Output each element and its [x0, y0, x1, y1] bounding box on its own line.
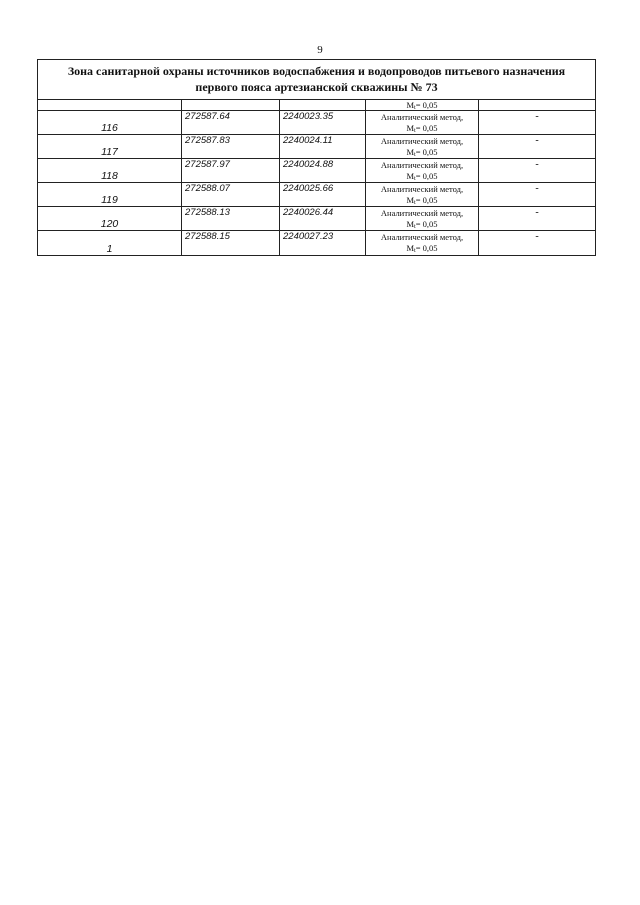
- note-cell: [479, 159, 595, 182]
- method-name: Аналитический метод,: [380, 208, 464, 218]
- note-dash: -: [535, 111, 539, 122]
- y-coordinate-cell: [280, 111, 366, 134]
- note-cell: [479, 207, 595, 230]
- point-cell: [38, 207, 182, 230]
- accuracy: [366, 243, 478, 257]
- point-cell: [38, 159, 182, 182]
- point-number: 118: [101, 170, 118, 182]
- x-coordinate-cell: [182, 100, 280, 110]
- y-coordinate-cell: [280, 183, 366, 206]
- note-dash: -: [535, 231, 539, 242]
- accuracy: [366, 123, 478, 137]
- y-coordinate: 2240026.44: [283, 207, 334, 218]
- accuracy-subscript: t: [414, 223, 416, 230]
- method-name: Аналитический метод,: [380, 160, 464, 170]
- accuracy: [366, 219, 478, 233]
- x-coordinate-cell: [182, 231, 280, 255]
- method-cell: [366, 111, 479, 134]
- method-cell: [366, 183, 479, 206]
- accuracy-subscript: t: [414, 175, 416, 182]
- method-cell: [366, 100, 479, 110]
- x-coordinate-cell: [182, 135, 280, 158]
- y-coordinate: 2240023.35: [283, 111, 334, 122]
- accuracy-value: = 0,05: [415, 194, 438, 205]
- x-coordinate: 272588.07: [185, 183, 230, 194]
- table-row: [38, 111, 595, 135]
- point-number: 120: [100, 218, 119, 230]
- method-name: Аналитический метод,: [380, 232, 464, 242]
- note-cell: [479, 135, 595, 158]
- x-coordinate: 272588.15: [185, 231, 230, 242]
- accuracy-subscript: t: [414, 105, 416, 111]
- accuracy-symbol: M: [406, 194, 415, 205]
- point-number: 1: [106, 243, 113, 255]
- point-cell: [38, 135, 182, 158]
- point-number: 119: [101, 194, 118, 206]
- accuracy: [366, 147, 478, 161]
- note-dash: -: [535, 135, 539, 146]
- y-coordinate-cell: [280, 135, 366, 158]
- accuracy-value: = 0,05: [415, 170, 438, 181]
- coordinates-table: [37, 59, 596, 256]
- table-row: [38, 231, 595, 255]
- accuracy-subscript: t: [414, 127, 416, 134]
- note-cell: [479, 100, 595, 110]
- table-row: [38, 159, 595, 183]
- accuracy: [366, 171, 478, 185]
- x-coordinate: 272588.13: [185, 207, 230, 218]
- note-cell: [479, 231, 595, 255]
- accuracy-value: = 0,05: [415, 242, 438, 253]
- table-title-line-2: первого пояса артезианской скважины № 73: [195, 80, 438, 94]
- accuracy-value: = 0,05: [415, 122, 438, 133]
- accuracy-symbol: M: [406, 218, 415, 229]
- point-cell: [38, 183, 182, 206]
- method-name: Аналитический метод,: [380, 112, 464, 122]
- y-coordinate: 2240024.88: [283, 159, 334, 170]
- x-coordinate-cell: [182, 183, 280, 206]
- table-row: [38, 183, 595, 207]
- y-coordinate-cell: [280, 100, 366, 110]
- accuracy-symbol: M: [406, 242, 415, 253]
- method-name: Аналитический метод,: [380, 136, 464, 146]
- method-cell: [366, 159, 479, 182]
- accuracy-value: = 0,05: [415, 146, 438, 157]
- note-dash: -: [535, 207, 539, 218]
- accuracy-value: = 0,05: [415, 218, 438, 229]
- y-coordinate-cell: [280, 231, 366, 255]
- y-coordinate-cell: [280, 207, 366, 230]
- accuracy-symbol: M: [406, 122, 415, 133]
- x-coordinate-cell: [182, 159, 280, 182]
- accuracy-subscript: t: [414, 199, 416, 206]
- note-dash: -: [535, 183, 539, 194]
- accuracy-value: = 0,05: [415, 100, 438, 110]
- y-coordinate: 2240024.11: [283, 135, 333, 146]
- x-coordinate: 272587.97: [185, 159, 230, 170]
- method-name: Аналитический метод,: [380, 184, 464, 194]
- point-cell: [38, 100, 182, 110]
- accuracy-symbol: M: [406, 100, 415, 110]
- table-title: [38, 60, 595, 100]
- y-coordinate: 2240025.66: [283, 183, 334, 194]
- x-coordinate-cell: [182, 111, 280, 134]
- y-coordinate-cell: [280, 159, 366, 182]
- note-dash: -: [535, 159, 539, 170]
- accuracy-symbol: M: [406, 146, 415, 157]
- table-row: [38, 207, 595, 231]
- accuracy: [366, 195, 478, 209]
- method-cell: [366, 135, 479, 158]
- table-row: [38, 135, 595, 159]
- point-number: 117: [101, 146, 118, 158]
- method-cell: [366, 207, 479, 230]
- method-cell: [366, 231, 479, 255]
- note-cell: [479, 111, 595, 134]
- x-coordinate: 272587.83: [185, 135, 230, 146]
- point-cell: [38, 111, 182, 134]
- accuracy-subscript: t: [414, 247, 416, 254]
- table-row-continuation: [38, 100, 595, 111]
- y-coordinate: 2240027.23: [283, 231, 334, 242]
- table-title-line-1: Зона санитарной охраны источников водоспабжения и водопроводов питьевого назначения: [67, 64, 566, 78]
- point-cell: [38, 231, 182, 255]
- accuracy-subscript: t: [414, 151, 416, 158]
- page-number: 9: [317, 44, 323, 56]
- x-coordinate-cell: [182, 207, 280, 230]
- x-coordinate: 272587.64: [185, 111, 230, 122]
- accuracy-symbol: M: [406, 170, 415, 181]
- point-number: 116: [101, 122, 118, 134]
- note-cell: [479, 183, 595, 206]
